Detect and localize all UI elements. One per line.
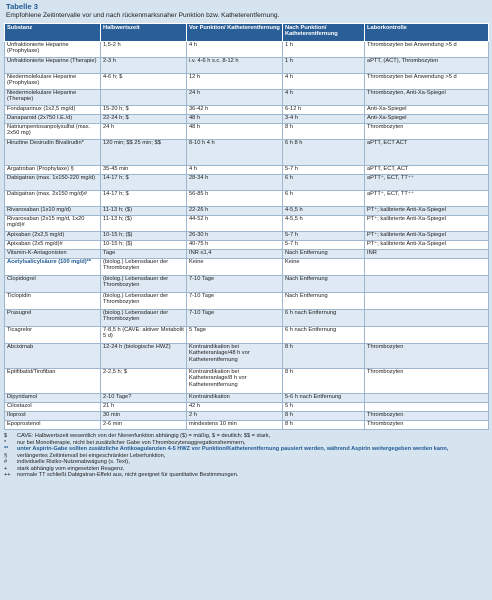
cell-halbwertszeit: 11-13 h; ($) xyxy=(101,216,187,232)
cell-halbwertszeit: 2-6 min xyxy=(101,421,187,430)
cell-vor-punktion: 4 h xyxy=(187,42,283,58)
cell-nach-punktion: 8 h xyxy=(283,421,365,430)
table-row xyxy=(5,115,489,124)
cell-halbwertszeit: 21 h xyxy=(101,403,187,412)
cell-substanz: Danaparoid (2x750 I.E./d) xyxy=(5,115,101,124)
cell-laborkontrolle: PT⁺; kalibrierte Anti-Xa-Spiegel xyxy=(365,232,489,241)
footnote-text: stark abhängig vom eingesetzten Reagenz, xyxy=(17,465,125,472)
footnote-symbol: § xyxy=(4,452,8,459)
cell-vor-punktion: 28-34 h xyxy=(187,175,283,191)
cell-substanz: Vitamin-K-Antagonisten xyxy=(5,250,101,259)
cell-laborkontrolle: Thrombozyten xyxy=(365,421,489,430)
cell-substanz: Eptifibatid/Tirofiban xyxy=(5,369,101,394)
table-row xyxy=(5,42,489,58)
cell-halbwertszeit: 22-24 h; $ xyxy=(101,115,187,124)
cell-halbwertszeit: Tage xyxy=(101,250,187,259)
table-row xyxy=(5,216,489,232)
cell-halbwertszeit: 35-45 min xyxy=(101,166,187,175)
cell-laborkontrolle xyxy=(365,403,489,412)
cell-vor-punktion: 8-10 h 4 h xyxy=(187,140,283,166)
cell-laborkontrolle: Thrombozyten xyxy=(365,344,489,369)
cell-vor-punktion: Kontraindikation xyxy=(187,394,283,403)
cell-substanz: Unfraktionierte Heparine (Therapie) xyxy=(5,58,101,74)
cell-vor-punktion: Keine xyxy=(187,259,283,276)
cell-nach-punktion: 6 h nach Entfernung xyxy=(283,310,365,327)
cell-substanz: Apixaban (2x2,5 mg/d) xyxy=(5,232,101,241)
cell-vor-punktion: INR ≤1,4 xyxy=(187,250,283,259)
anticoagulant-table xyxy=(4,23,489,430)
table-row xyxy=(5,166,489,175)
cell-halbwertszeit: 11-13 h; ($) xyxy=(101,207,187,216)
table-row xyxy=(5,293,489,310)
cell-vor-punktion: 2 h xyxy=(187,412,283,421)
cell-laborkontrolle: Thrombozyten, Anti-Xa-Spiegel xyxy=(365,90,489,106)
cell-vor-punktion: i.v. 4-6 h s.c. 8-12 h xyxy=(187,58,283,74)
cell-laborkontrolle xyxy=(365,310,489,327)
table-row xyxy=(5,124,489,140)
cell-vor-punktion: mindestens 10 min xyxy=(187,421,283,430)
cell-nach-punktion: 5 h xyxy=(283,403,365,412)
cell-substanz: Niedermolekulare Heparine (Prophylaxe) xyxy=(5,74,101,90)
table-row xyxy=(5,259,489,276)
cell-halbwertszeit: 120 min; $$ 25 min; $$ xyxy=(101,140,187,166)
cell-nach-punktion: 8 h xyxy=(283,344,365,369)
cell-nach-punktion: Nach Entfernung xyxy=(283,276,365,293)
cell-halbwertszeit: (biolog.) Lebensdauer der Thrombozyten xyxy=(101,259,187,276)
cell-substanz: Dabigatran (max. 1x150-220 mg/d) xyxy=(5,175,101,191)
header-substanz: Substanz xyxy=(5,24,101,42)
cell-laborkontrolle: PT⁺; kalibrierte Anti-Xa-Spiegel xyxy=(365,241,489,250)
cell-substanz: Ticlopidin xyxy=(5,293,101,310)
cell-vor-punktion: Kontraindikation bei Katheteranlage/8 h vor Katheterentfernung xyxy=(187,369,283,394)
cell-nach-punktion: 4 h xyxy=(283,90,365,106)
cell-nach-punktion: 8 h xyxy=(283,369,365,394)
cell-halbwertszeit: 1,5-2 h xyxy=(101,42,187,58)
table-row xyxy=(5,276,489,293)
cell-laborkontrolle: Thrombozyten xyxy=(365,412,489,421)
cell-laborkontrolle xyxy=(365,259,489,276)
cell-vor-punktion: 22-26 h xyxy=(187,207,283,216)
cell-nach-punktion: 4-5,5 h xyxy=(283,207,365,216)
table-row xyxy=(5,394,489,403)
cell-vor-punktion: 42 h xyxy=(187,403,283,412)
cell-vor-punktion: 7-10 Tage xyxy=(187,310,283,327)
cell-nach-punktion: 8 h xyxy=(283,412,365,421)
footnote-text: unter Aspirin-Gabe sollten zusätzliche Antikoagulanzien 4-5 HWZ vor Punktion/Katheterentfernung pausiert werden, während Aspirin weitergegeben werden kann, xyxy=(17,446,449,452)
cell-halbwertszeit: (biolog.) Lebensdauer der Thrombozyten xyxy=(101,276,187,293)
table-title: Tabelle 3 xyxy=(6,2,38,11)
cell-nach-punktion: 3-4 h xyxy=(283,115,365,124)
cell-laborkontrolle: Thrombozyten bei Anwendung >5 d xyxy=(365,42,489,58)
footnote-symbol: $ xyxy=(4,433,8,439)
cell-substanz: Unfraktionierte Heparine (Prophylaxe) xyxy=(5,42,101,58)
cell-nach-punktion: 1 h xyxy=(283,42,365,58)
cell-substanz: Clopidogrel xyxy=(5,276,101,293)
cell-substanz: Acetylsalicylsäure (100 mg/d)** xyxy=(5,259,101,276)
cell-vor-punktion: 44-52 h xyxy=(187,216,283,232)
table-row xyxy=(5,74,489,90)
cell-halbwertszeit: 2-10 Tage? xyxy=(101,394,187,403)
cell-vor-punktion: 5 Tage xyxy=(187,327,283,344)
cell-nach-punktion: 5-7 h xyxy=(283,241,365,250)
cell-vor-punktion: 24 h xyxy=(187,90,283,106)
cell-laborkontrolle: Thrombozyten xyxy=(365,124,489,140)
cell-laborkontrolle xyxy=(365,276,489,293)
cell-vor-punktion: 12 h xyxy=(187,74,283,90)
footnote-symbol: # xyxy=(4,459,8,465)
cell-substanz: Apixaban (2x5 mg/d)# xyxy=(5,241,101,250)
table-row xyxy=(5,90,489,106)
cell-vor-punktion: 48 h xyxy=(187,115,283,124)
cell-nach-punktion: 5-6 h nach Entfernung xyxy=(283,394,365,403)
table-row xyxy=(5,241,489,250)
cell-nach-punktion: Nach Entfernung xyxy=(283,293,365,310)
table-header-row xyxy=(5,24,489,42)
footnote-symbol: * xyxy=(4,439,7,446)
cell-vor-punktion: 26-30 h xyxy=(187,232,283,241)
cell-nach-punktion: Keine xyxy=(283,259,365,276)
cell-halbwertszeit: 10-15 h; ($) xyxy=(101,232,187,241)
table-row xyxy=(5,191,489,207)
table-row xyxy=(5,207,489,216)
footnote-text: CAVE: Halbwertszeit wesentlich von der Nierenfunktion abhängig ($) = mäßig, $ = deutlich; $$ = stark, xyxy=(17,433,271,439)
cell-vor-punktion: 7-10 Tage xyxy=(187,276,283,293)
cell-vor-punktion: 40-75 h xyxy=(187,241,283,250)
cell-substanz: Cilostazol xyxy=(5,403,101,412)
footnote-text: verlängertes Zeitintervall bei eingeschränkter Leberfunktion, xyxy=(17,452,166,459)
cell-laborkontrolle: Thrombozyten bei Anwendung >5 d xyxy=(365,74,489,90)
cell-substanz: Prasugrel xyxy=(5,310,101,327)
cell-nach-punktion: 6 h xyxy=(283,191,365,207)
cell-laborkontrolle: INR xyxy=(365,250,489,259)
cell-substanz: Rivaroxaban (1x10 mg/d) xyxy=(5,207,101,216)
cell-substanz: Dipyridamol xyxy=(5,394,101,403)
cell-halbwertszeit: 30 min xyxy=(101,412,187,421)
cell-nach-punktion: 6 h 8 h xyxy=(283,140,365,166)
cell-laborkontrolle xyxy=(365,394,489,403)
cell-laborkontrolle: Anti-Xa-Spiegel xyxy=(365,106,489,115)
cell-laborkontrolle: aPTT, ECT, ACT xyxy=(365,166,489,175)
cell-substanz: Fondaparinux (1x2,5 mg/d) xyxy=(5,106,101,115)
cell-nach-punktion: 4 h xyxy=(283,74,365,90)
cell-halbwertszeit: 15-20 h; $ xyxy=(101,106,187,115)
table-row xyxy=(5,327,489,344)
footnote-symbol: ++ xyxy=(4,472,11,478)
cell-nach-punktion: 6 h nach Entfernung xyxy=(283,327,365,344)
header-laborkontrolle: Laborkontrolle xyxy=(365,24,489,42)
cell-vor-punktion: 48 h xyxy=(187,124,283,140)
cell-substanz: Rivaroxaban (2x15 mg/d, 1x20 mg/d)# xyxy=(5,216,101,232)
cell-laborkontrolle: Thrombozyten xyxy=(365,369,489,394)
table-row xyxy=(5,106,489,115)
cell-nach-punktion: 5-7 h xyxy=(283,232,365,241)
footnote-text: nur bei Monotherapie, nicht bei zusätzlicher Gabe von Thrombozytenaggregationshemmern, xyxy=(17,439,246,446)
cell-nach-punktion: Nach Entfernung xyxy=(283,250,365,259)
footnote-symbol: ** xyxy=(4,446,9,452)
cell-laborkontrolle: Anti-Xa-Spiegel xyxy=(365,115,489,124)
table-row xyxy=(5,310,489,327)
table-row xyxy=(5,250,489,259)
cell-nach-punktion: 8 h xyxy=(283,124,365,140)
footnotes xyxy=(4,433,488,479)
cell-substanz: Argatroban (Prophylaxe) § xyxy=(5,166,101,175)
cell-halbwertszeit xyxy=(101,90,187,106)
cell-halbwertszeit: 2-3 h xyxy=(101,58,187,74)
cell-halbwertszeit: 14-17 h; $ xyxy=(101,175,187,191)
cell-vor-punktion: 4 h xyxy=(187,166,283,175)
cell-nach-punktion: 4-5,5 h xyxy=(283,216,365,232)
table-row xyxy=(5,232,489,241)
cell-vor-punktion: 7-10 Tage xyxy=(187,293,283,310)
cell-substanz: Epoprostenol xyxy=(5,421,101,430)
cell-substanz: Natriumpentosanpolysulfat (max. 2x50 mg) xyxy=(5,124,101,140)
cell-substanz: Hirudine Desirudin Bivalirudin* xyxy=(5,140,101,166)
header-halbwertszeit: Halbwertszeit xyxy=(101,24,187,42)
table-row xyxy=(5,140,489,166)
table-row xyxy=(5,344,489,369)
cell-vor-punktion: 56-85 h xyxy=(187,191,283,207)
cell-halbwertszeit: 10-15 h; ($) xyxy=(101,241,187,250)
table-row xyxy=(5,412,489,421)
cell-substanz: Iloprost xyxy=(5,412,101,421)
cell-laborkontrolle: PT⁺; kalibrierte Anti-Xa-Spiegel xyxy=(365,207,489,216)
cell-laborkontrolle: PT⁺; kalibrierte Anti-Xa-Spiegel xyxy=(365,216,489,232)
cell-laborkontrolle: aPTT⁺, ECT, TT⁺⁺ xyxy=(365,191,489,207)
cell-halbwertszeit: 7-8,5 h (CAVE: aktiver Metabolit 5 d) xyxy=(101,327,187,344)
table-row xyxy=(5,58,489,74)
table-row xyxy=(5,175,489,191)
footnote xyxy=(4,472,488,479)
cell-substanz: Ticagrelor xyxy=(5,327,101,344)
cell-nach-punktion: 1 h xyxy=(283,58,365,74)
cell-laborkontrolle: aPTT⁺, ECT, TT⁺⁺ xyxy=(365,175,489,191)
cell-halbwertszeit: 2-2,5 h; $ xyxy=(101,369,187,394)
cell-vor-punktion: Kontraindikation bei Katheteranlage/48 h vor Katheterentfernung xyxy=(187,344,283,369)
cell-laborkontrolle xyxy=(365,327,489,344)
cell-halbwertszeit: (biolog.) Lebensdauer der Thrombozyten xyxy=(101,293,187,310)
cell-nach-punktion: 5-7 h xyxy=(283,166,365,175)
cell-halbwertszeit: 24 h xyxy=(101,124,187,140)
cell-nach-punktion: 6 h xyxy=(283,175,365,191)
header-nach-punktion: Nach Punktion/ Katheterentfernung xyxy=(283,24,365,42)
cell-halbwertszeit: 4-6 h; $ xyxy=(101,74,187,90)
header-vor-punktion: Vor Punktion/ Katheterentfernung xyxy=(187,24,283,42)
footnote-text: individuelle Risiko-Nutzenabwägung (s. Text), xyxy=(17,459,130,465)
cell-halbwertszeit: 12-24 h (biologische HWZ) xyxy=(101,344,187,369)
cell-halbwertszeit: (biolog.) Lebensdauer der Thrombozyten xyxy=(101,310,187,327)
cell-laborkontrolle xyxy=(365,293,489,310)
cell-substanz: Abciximab xyxy=(5,344,101,369)
cell-halbwertszeit: 14-17 h; $ xyxy=(101,191,187,207)
footnote-symbol: + xyxy=(4,465,8,472)
footnote-text: normale TT schließt Dabigatran-Effekt aus, nicht geeignet für quantitative Bestimmungen. xyxy=(17,472,239,478)
table-row xyxy=(5,421,489,430)
cell-laborkontrolle: aPTT, (ACT), Thrombozyten xyxy=(365,58,489,74)
cell-substanz: Niedermolekulare Heparine (Therapie) xyxy=(5,90,101,106)
table-row xyxy=(5,403,489,412)
cell-substanz: Dabigatran (max. 2x150 mg/d)# xyxy=(5,191,101,207)
cell-laborkontrolle: aPTT, ECT ACT xyxy=(365,140,489,166)
cell-nach-punktion: 6-12 h xyxy=(283,106,365,115)
table-row xyxy=(5,369,489,394)
table-subtitle: Empfohlene Zeitintervalle vor und nach rückenmarksnaher Punktion bzw. Katheterentfernung. xyxy=(6,12,280,19)
cell-vor-punktion: 36-42 h xyxy=(187,106,283,115)
